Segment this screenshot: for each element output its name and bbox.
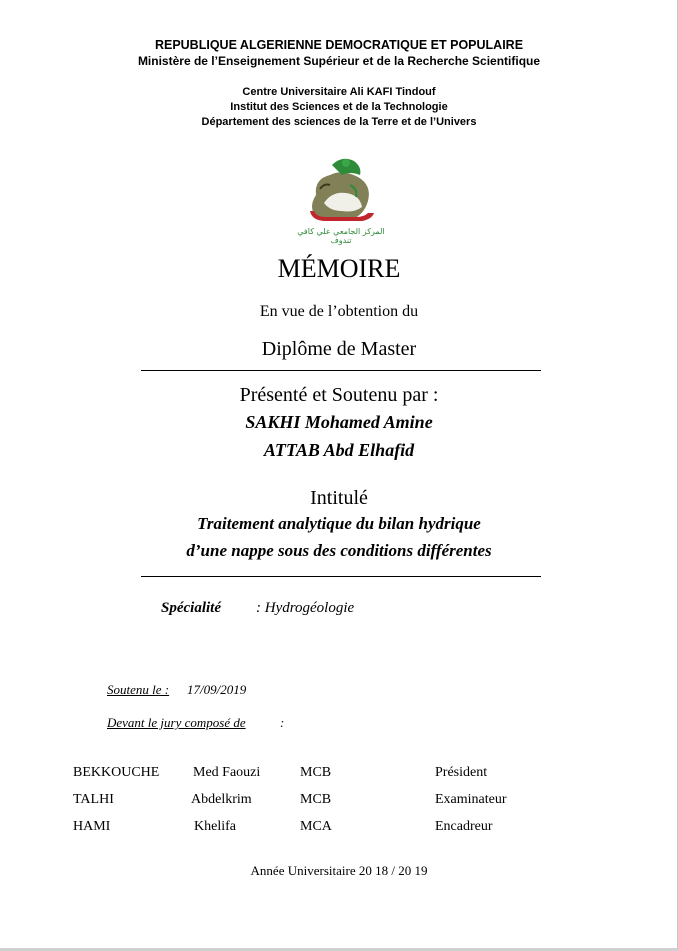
jury-firstname: Abdelkrim — [191, 792, 252, 807]
subtitle: En vue de l’obtention du — [259, 303, 419, 320]
author-name: SAKHI Mohamed Amine — [245, 412, 433, 432]
jury-surname: TALHI — [73, 792, 114, 807]
header-institute: Institut des Sciences et de la Technologie — [230, 101, 448, 113]
jury-firstname: Khelifa — [194, 819, 236, 834]
defense-date: 17/09/2019 — [187, 682, 247, 697]
logo-caption: المركز الجامعي علي كافي تندوف — [297, 227, 385, 245]
page-title: MÉMOIRE — [277, 254, 401, 283]
jury-surname: BEKKOUCHE — [73, 765, 160, 780]
specialty-label: Spécialité — [161, 600, 221, 616]
divider-top — [141, 370, 541, 371]
university-logo-icon — [302, 155, 380, 225]
thesis-title-line: Traitement analytique du bilan hydrique — [197, 514, 481, 533]
jury-grade: MCB — [300, 765, 332, 780]
intitule-label: Intitulé — [310, 487, 368, 509]
header-ministry: Ministère de l’Enseignement Supérieur et de la Recherche Scientifique — [137, 54, 541, 68]
jury-grade: MCB — [300, 792, 332, 807]
header-republic: REPUBLIQUE ALGERIENNE DEMOCRATIQUE ET POPULAIRE — [154, 38, 524, 52]
jury-label-colon: : — [280, 715, 285, 730]
jury-surname: HAMI — [73, 819, 111, 834]
defense-date-label: Soutenu le : — [107, 682, 170, 697]
specialty-value: : Hydrogéologie — [256, 600, 355, 616]
jury-label: Devant le jury composé de — [107, 715, 246, 730]
jury-firstname: Med Faouzi — [193, 765, 261, 780]
diploma: Diplôme de Master — [261, 338, 417, 360]
header-university: Centre Universitaire Ali KAFI Tindouf — [242, 86, 436, 98]
presented-by-label: Présenté et Soutenu par : — [239, 384, 439, 406]
author-name: ATTAB Abd Elhafid — [263, 440, 415, 460]
jury-grade: MCA — [300, 819, 332, 834]
jury-role: Encadreur — [435, 819, 493, 834]
divider-bottom — [141, 576, 541, 577]
academic-year: Année Universitaire 20 18 / 20 19 — [250, 863, 428, 878]
thesis-title-line: d’une nappe sous des conditions différentes — [186, 541, 492, 560]
jury-role: Examinateur — [435, 792, 507, 807]
header-department: Département des sciences de la Terre et de l’Univers — [201, 116, 477, 128]
jury-role: Président — [435, 765, 488, 780]
